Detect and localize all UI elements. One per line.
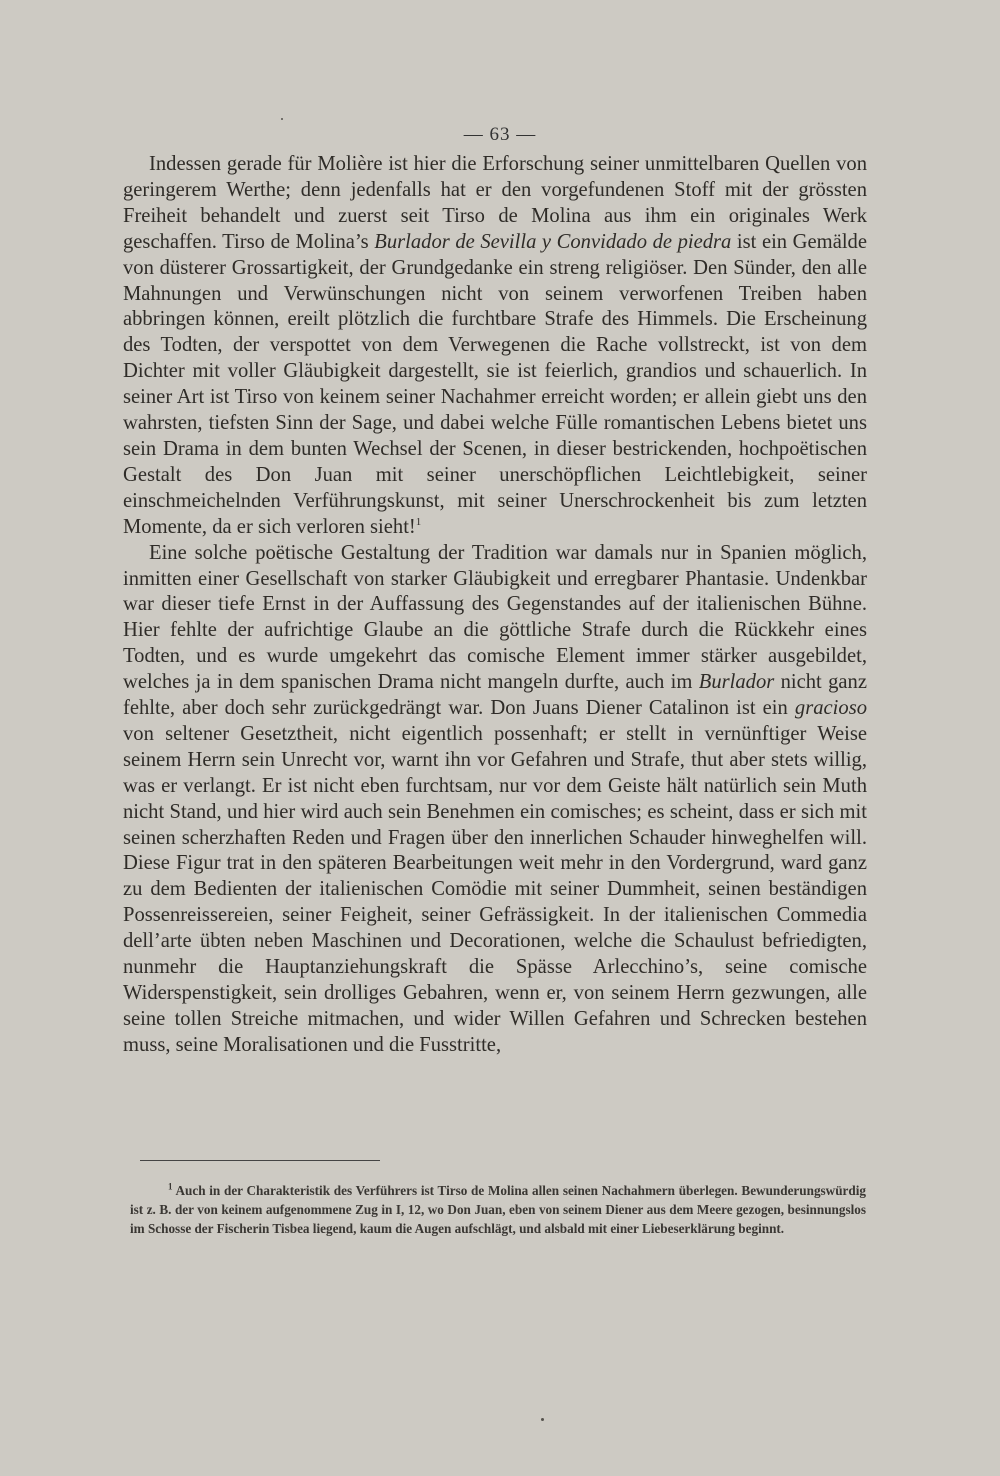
paper-speck bbox=[541, 1418, 544, 1421]
footnote-divider bbox=[140, 1160, 380, 1161]
main-text bbox=[123, 152, 867, 1059]
paper-speck bbox=[281, 118, 283, 120]
footnote-mark: 1 bbox=[168, 1181, 173, 1192]
page-number: — 63 — bbox=[463, 124, 537, 145]
paragraph-2-italic-gracioso: gracioso bbox=[794, 697, 867, 720]
paragraph-2-text-1: Eine solche poëtische Gestaltung der Tradition war damals nur in Spanien möglich, inmitten einer Gesellschaft von starker Gläubigkeit und erregbarer Phantasie. Undenkbar war dieser tiefe Ernst in der Auffassung des Gegenstandes auf der italienischen Bühne. Hier fehlte der aufrichtige Glaube an die göttliche Strafe durch die Rückkehr eines Todten, und es wurde umgekehrt das comische Element immer stärker ausgebildet, welches ja in dem spanischen Drama nicht mangeln durfte, auch im bbox=[123, 541, 867, 694]
paragraph-2-text-2: nicht ganz fehlte, aber doch sehr zurückgedrängt war. Don Juans Diener Catalinon ist ein bbox=[123, 671, 867, 720]
paragraph-2-italic-burlador: Burlador bbox=[698, 671, 775, 694]
paragraph-1-title-burlador: Burlador de Sevilla y Convidado de piedra bbox=[374, 230, 732, 253]
paragraph-1 bbox=[123, 152, 867, 541]
paragraph-2-text-3: von seltener Gesetztheit, nicht eigentlich possenhaft; er stellt in vernünftiger Weise seinem Herrn sein Unrecht vor, warnt ihn vor Gefahren und Strafe, thut aber stets willig, was er verlangt. Er ist nicht eben furchtsam, nur vor dem Geiste hält natürlich sein Muth nicht Stand, und hier wird auch sein Benehmen ein comisches; es scheint, dass er sich mit seinen scherzhaften Reden und Fragen über den innerlichen Schauder hinweghelfen will. Diese Figur trat in den späteren Bearbeitungen weit mehr in den Vordergrund, ward ganz zu dem Bedienten der italienischen Comödie mit seiner Dummheit, seinen beständigen Possenreissereien, seiner Feigheit, seiner Gefrässigkeit. In der italienischen Commedia dell’arte übten neben Maschinen und Decorationen, welche die Schaulust befriedigten, nunmehr die Hauptanziehungskraft die Spässe Arlecchino’s, seine comische Widerspenstigkeit, sein drolliges Gebahren, wenn er, von seinem Herrn gezwungen, alle seine tollen Streiche mitmachen, und wider Willen Gefahren und Schrecken bestehen muss, seine Moralisationen und die Fusstritte, bbox=[123, 722, 867, 1056]
paragraph-1-text-2: ist ein Gemälde von düsterer Grossartigkeit, der Grundgedanke ein streng religiöser. Den Sünder, den alle Mahnungen und Verwünschungen nicht von seinem verworfenen Treiben haben abbringen können, ereilt plötzlich die furchtbare Strafe des Himmels. Die Erscheinung des Todten, der verspottet von dem Verwegenen die Rache vollstreckt, ist von dem Dichter mit voller Gläubigkeit dargestellt, sie ist feierlich, grandios und schauerlich. In seiner Art ist Tirso von keinem seiner Nachahmer erreicht worden; er allein giebt uns den wahrsten, tiefsten Sinn der Sage, und dabei welche Fülle romantischen Lebens bietet uns sein Drama in dem bunten Wechsel der Scenen, in dieser bestrickenden, hochpoëtischen Gestalt des Don Juan mit seiner unerschöpflichen Leichtlebigkeit, seiner einschmeichelnden Verführungskunst, mit seiner Unerschrockenheit bis zum letzten Momente, da er sich verloren sieht! bbox=[123, 230, 867, 538]
paragraph-2 bbox=[123, 541, 867, 1059]
paragraph-1-text-1: Indessen gerade für Molière ist hier die Erforschung seiner unmittelbaren Quellen von geringerem Werthe; denn jedenfalls hat er den vorgefundenen Stoff mit der grössten Freiheit behandelt und zuerst seit Tirso de Molina aus ihm ein originales Werk geschaffen. Tirso de Molina’s bbox=[123, 153, 867, 253]
footnote-text: Auch in der Charakteristik des Verführers ist Tirso de Molina allen seinen Nachahmern überlegen. Bewunderungswürdig ist z. B. der von keinem aufgenommene Zug in I, 12, wo Don Juan, eben von seinem Diener aus dem Meere gezogen, besinnungslos im Schosse der Fischerin Tisbea liegend, kaum die Augen aufschlägt, und alsbald mit einer Liebeserklärung beginnt. bbox=[130, 1183, 866, 1236]
footnote bbox=[130, 1181, 866, 1238]
footnote-reference: 1 bbox=[415, 515, 422, 528]
